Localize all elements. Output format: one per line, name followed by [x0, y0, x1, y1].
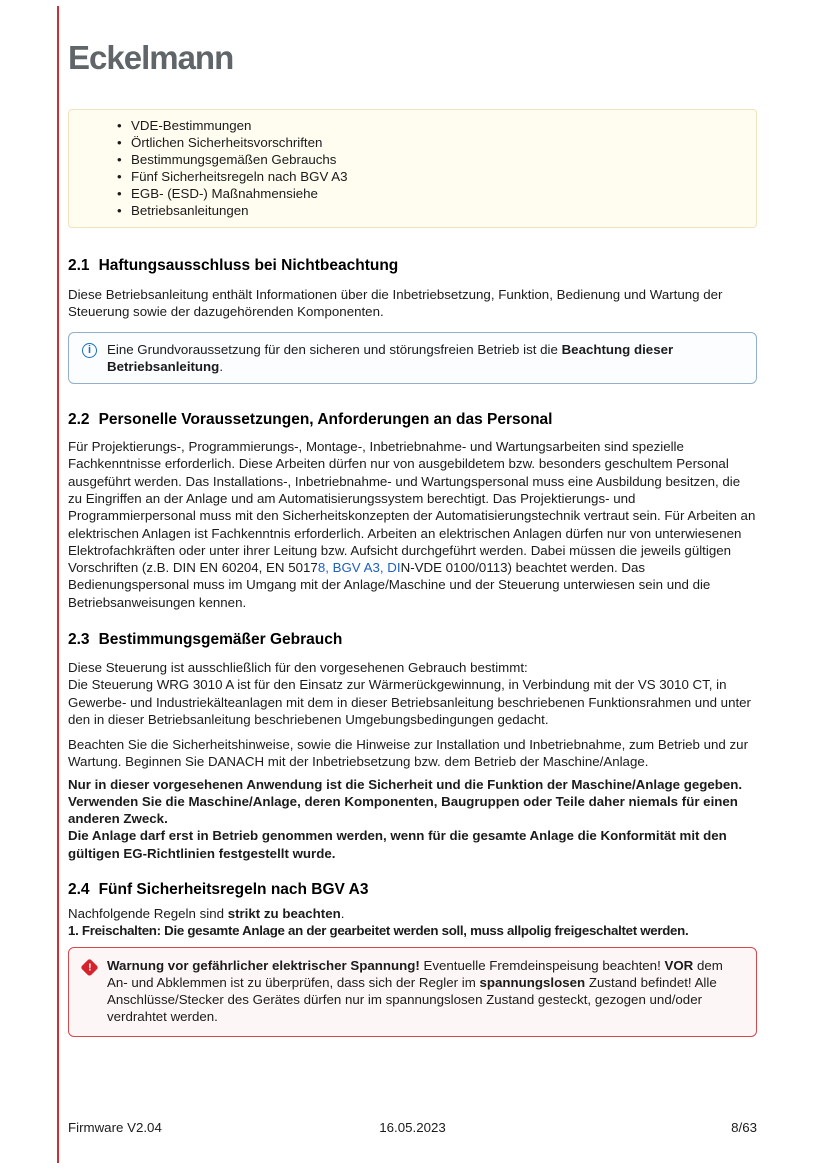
section-number: 2.4 — [68, 881, 90, 899]
section-heading-2-1 — [68, 256, 757, 275]
list-item — [117, 117, 740, 134]
list-item — [117, 134, 740, 151]
section-title: Bestimmungsgemäßer Gebrauch — [98, 630, 343, 648]
paragraph — [68, 659, 757, 728]
bullet-icon: • — [117, 135, 122, 150]
rule-1-line: 1. Freischalten: Die gesamte Anlage an der gearbeitet werden soll, muss allpolig freigeschaltet werden. — [68, 923, 689, 939]
section-number: 2.3 — [68, 630, 90, 648]
list-item — [117, 151, 740, 168]
warning-text — [107, 957, 742, 1026]
paragraph-text: Nachfolgende Regeln sind — [68, 906, 228, 922]
warning-text-bold: VOR — [664, 957, 694, 973]
safety-reference-callout — [68, 109, 757, 228]
note-text-normal: . — [219, 358, 224, 374]
warning-text-normal: Eventuelle Fremdeinspeisung beachten! — [419, 957, 665, 973]
warning-text-normal: dem An- und Abklemmen ist zu überprüfen, dass sich der Regler im — [107, 957, 723, 990]
paragraph — [68, 438, 757, 611]
warning-icon-glyph: ! — [87, 960, 92, 973]
section-title: Fünf Sicherheitsregeln nach BGV A3 — [98, 881, 369, 899]
info-icon — [82, 343, 97, 358]
list-item-text: Betriebsanleitungen — [131, 203, 249, 218]
note-text — [107, 341, 742, 376]
paragraph: Beachten Sie die Sicherheitshinweise, sowie die Hinweise zur Installation und Inbetriebnahme, zum Betrieb und zur Wartung. Beginnen Sie DANACH mit der Inbetriebsetzung bzw. dem Betrieb der Maschine/Anlage. — [68, 737, 748, 770]
bullet-icon: • — [117, 203, 122, 218]
warning-box — [68, 947, 757, 1037]
section-heading-2-4 — [68, 880, 757, 899]
paragraph: Diese Betriebsanleitung enthält Informationen über die Inbetriebsetzung, Funktion, Bedienung und Wartung der Steuerung sowie der dazugehörenden Komponenten. — [68, 287, 723, 320]
note-text-bold: Beachtung dieser Betriebsanleitung — [107, 341, 674, 374]
paragraph-text: N-VDE 0100/0113) beachtet werden. Das Bedienungspersonal muss im Umgang mit der Anlage/Maschine und der Steuerung unterwiesen sein und die Betriebsanweisungen kennen. — [68, 560, 711, 610]
bold-line: Verwenden Sie die Maschine/Anlage, deren Komponenten, Baugruppen oder Teile daher niemals für einen anderen Zweck. — [68, 793, 738, 827]
list-item-text: Örtlichen Sicherheitsvorschriften — [131, 135, 323, 150]
bold-line: Die Anlage darf erst in Betrieb genommen werden, wenn für die gesamte Anlage die Konformität mit den gültigen EG-Richtlinien festgestellt wurde. — [68, 828, 727, 861]
paragraph — [68, 905, 757, 940]
rule-intro — [68, 906, 344, 921]
warning-text-bold: spannungslosen — [479, 974, 586, 990]
section-heading-2-3 — [68, 630, 757, 649]
bullet-icon: • — [117, 152, 122, 167]
paragraph-line: Diese Steuerung ist ausschließlich für den vorgesehenen Gebrauch bestimmt: — [68, 659, 528, 675]
list-item-text: VDE-Bestimmungen — [131, 118, 252, 133]
section-title: Personelle Voraussetzungen, Anforderungen an das Personal — [98, 411, 553, 429]
list-item — [117, 185, 740, 202]
list-item — [117, 168, 740, 185]
footer-page-number: 8/63 — [731, 1120, 757, 1135]
bold-line: Nur in dieser vorgesehenen Anwendung ist die Sicherheit und die Funktion der Maschine/Anlage gegeben. — [68, 776, 743, 792]
warning-text-normal: Zustand befindet! Alle Anschlüsse/Stecker des Gerätes dürfen nur im spannungslosen Zustand gesteckt, gezogen und/oder verdrahtet werden. — [107, 974, 717, 1025]
bold-paragraph — [68, 776, 757, 862]
paragraph-text: Die Steuerung WRG 3010 A ist für den Einsatz zur Wärmerückgewinnung, in Verbindung mit der VS 3010 CT, in Gewerbe- und Industriekälteanlagen mit dem in dieser Betriebsanleitung beschriebenen Funktionsrahmen und unter den in dieser Betriebsanleitung beschriebenen Umgebungsbedingungen gedacht. — [68, 677, 751, 727]
paragraph-text: Für Projektierungs-, Programmierungs-, Montage-, Inbetriebnahme- und Wartungsarbeiten sind spezielle Fachkenntnisse erforderlich. Diese Arbeiten dürfen nur von ausgebildetem bzw. besonders geschultem Personal ausgeführt werden. Das Installations-, Inbetriebnahme- und Wartungspersonal muss eine Ausbildung besitzen, die zu Eingriffen an der Anlage und am Automatisierungssystem berechtigt. Das Projektierungs- und Programmierpersonal muss mit den Sicherheitskonzepten der Automatisierungstechnik vertraut sein. Für Arbeiten an elektrischen Anlagen ist Fachkenntnis erforderlich. Arbeiten an elektrischen Anlagen dürfen nur von unterwiesenen Elektrofachkräften oder unter ihrer Leitung bzw. Aufsicht durchgeführt werden. Dabei müssen die jeweils gültigen Vorschriften (z.B. DIN EN 60204, EN 5017 — [68, 439, 756, 576]
bullet-icon: • — [117, 186, 122, 201]
paragraph-text: . — [340, 906, 345, 922]
section-number: 2.2 — [68, 411, 90, 429]
section-title: Haftungsausschluss bei Nichtbeachtung — [98, 257, 399, 274]
bullet-icon: • — [117, 118, 122, 133]
list-item — [117, 202, 740, 219]
list-item-text: EGB- (ESD-) Maßnahmensiehe — [131, 186, 318, 201]
footer-date: 16.05.2023 — [379, 1120, 446, 1135]
info-note-box — [68, 332, 757, 385]
section-number: 2.1 — [68, 257, 90, 274]
page-footer — [68, 1120, 757, 1135]
info-icon-glyph: i — [87, 343, 92, 356]
section-heading-2-2 — [68, 410, 757, 429]
note-text-normal: Eine Grundvoraussetzung für den sicheren und störungsfreien Betrieb ist die — [107, 341, 562, 357]
warning-icon — [80, 958, 98, 976]
bullet-icon: • — [117, 169, 122, 184]
reference-link[interactable]: 8, BGV A3, DI — [317, 560, 401, 576]
page-content — [68, 0, 757, 1037]
warning-text-bold: Warnung vor gefährlicher elektrischer Spannung! — [107, 957, 420, 973]
paragraph-bold: strikt zu beachten — [227, 906, 341, 922]
company-logo: Eckelmann — [68, 39, 234, 76]
footer-firmware-version: Firmware V2.04 — [68, 1120, 162, 1135]
revision-change-bar — [57, 6, 59, 1163]
list-item-text: Fünf Sicherheitsregeln nach BGV A3 — [131, 169, 348, 184]
list-item-text: Bestimmungsgemäßen Gebrauchs — [131, 152, 337, 167]
